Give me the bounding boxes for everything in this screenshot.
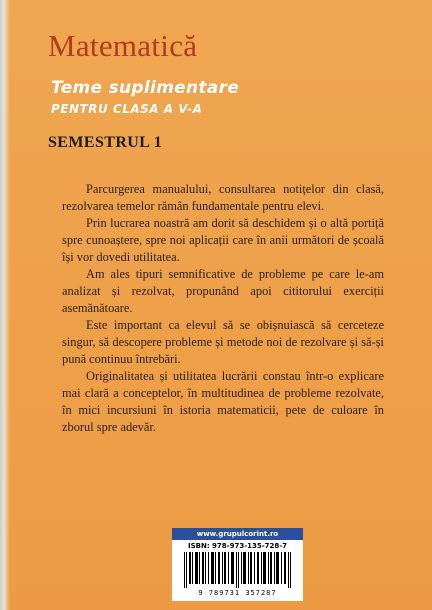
book-subtitle: Teme suplimentare <box>51 78 240 98</box>
paragraph: Originalitatea și utilitatea lucrării constau într-o explicare mai clară a conceptelor, în multitudinea de probleme rezolvate, în mici incursiuni în istoria matematicii, pete de culoare în zborul spre adevăr. <box>62 369 384 434</box>
book-title: Matematică <box>48 28 198 63</box>
paragraph: Este important ca elevul să se obișnuiască să cerceteze singur, să descopere probleme și metode noi de rezolvare și să-și pună continuu întrebări. <box>62 318 384 366</box>
cover-edge <box>0 0 10 610</box>
barcode-label <box>172 528 303 601</box>
publisher-url: www.grupulcorint.ro <box>172 528 303 540</box>
barcode-digits: 9 789731 357287 <box>198 589 277 597</box>
paragraph: Prin lucrarea noastră am dorit să deschidem și o altă portiță spre cunoaștere, spre noi aplicații care în anii următori de școală își vor dovedi utilitatea. <box>62 216 384 264</box>
paragraph: Parcurgerea manualului, consultarea notițelor din clasă, rezolvarea temelor rămân fundamentale pentru elevi. <box>62 182 384 213</box>
description-text <box>62 181 384 436</box>
semester-label: SEMESTRUL 1 <box>48 134 163 151</box>
paragraph: Am ales tipuri semnificative de probleme pe care le-am analizat și rezolvat, propunând apoi cititorului exerciții asemănătoare. <box>62 267 384 315</box>
book-grade: PENTRU CLASA A V-A <box>51 102 203 116</box>
isbn-text: ISBN: 978-973-135-728-7 <box>187 542 287 550</box>
barcode-icon <box>184 552 294 588</box>
